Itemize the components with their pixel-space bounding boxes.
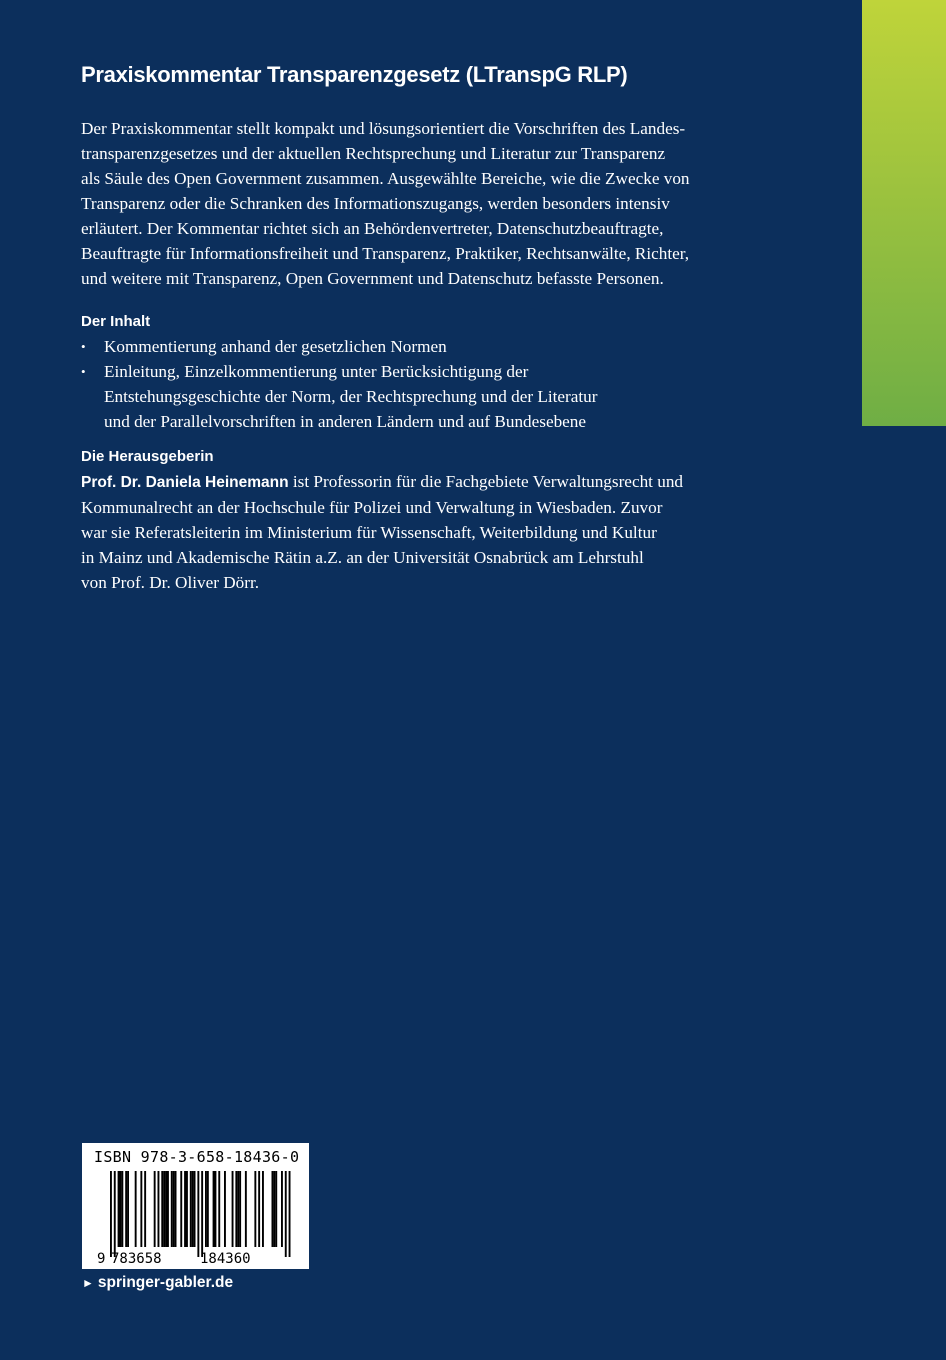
barcode-bar [161, 1171, 163, 1247]
barcode-bar [121, 1171, 123, 1247]
arrow-right-icon: ► [82, 1276, 94, 1290]
barcode-bar [272, 1171, 274, 1247]
book-title: Praxiskommentar Transparenzgesetz (LTranspG RLP) [81, 62, 628, 87]
barcode-bar [167, 1171, 169, 1247]
barcode-bar [232, 1171, 234, 1247]
barcode-bar [190, 1171, 192, 1247]
barcode-bar [215, 1171, 217, 1247]
barcode-bar [205, 1171, 207, 1247]
barcode-bar [239, 1171, 241, 1247]
barcode-bar [154, 1171, 156, 1247]
bio-line: von Prof. Dr. Oliver Dörr. [81, 573, 260, 592]
editor-heading: Die Herausgeberin [81, 448, 214, 465]
barcode-bar [201, 1171, 203, 1257]
bullet-icon: • [81, 364, 86, 379]
bio-first-line-text: ist Professorin für die Fachgebiete Verwaltungsrecht und [288, 472, 684, 491]
intro-line: Transparenz oder die Schranken des Informationszugangs, werden besonders intensiv [81, 194, 670, 213]
barcode-bar [173, 1171, 175, 1247]
accent-color-bar [862, 0, 946, 426]
bio-line: war sie Referatsleiterin im Ministerium für Wissenschaft, Weiterbildung und Kultur [81, 523, 657, 542]
list-item-text: und der Parallelvorschriften in anderen Ländern und auf Bundesebene [104, 412, 587, 431]
publisher-link[interactable] [82, 1274, 233, 1292]
barcode-bar [165, 1171, 167, 1247]
barcode-bar [186, 1171, 188, 1247]
barcode-bar [235, 1171, 237, 1247]
editor-name: Prof. Dr. Daniela Heinemann [81, 474, 289, 491]
barcode-bar [140, 1171, 142, 1247]
barcode-bar [262, 1171, 264, 1247]
barcode-bar [163, 1171, 165, 1247]
barcode-bar [144, 1171, 146, 1247]
list-item [81, 359, 771, 434]
list-item-text: Einleitung, Einzelkommentierung unter Berücksichtigung der [104, 362, 529, 381]
barcode-bar [275, 1171, 277, 1247]
intro-line: und weitere mit Transparenz, Open Government und Datenschutz befasste Personen. [81, 269, 664, 288]
barcode-bar [258, 1171, 260, 1247]
barcode-bar [213, 1171, 215, 1247]
barcode-bar [281, 1171, 283, 1247]
barcode-bar [194, 1171, 196, 1247]
back-cover-text [81, 62, 771, 595]
bio-line: Kommunalrecht an der Hochschule für Polizei und Verwaltung in Wiesbaden. Zuvor [81, 498, 663, 517]
barcode-bar [192, 1171, 194, 1247]
barcode-bar [285, 1171, 287, 1257]
barcode-bar [110, 1171, 112, 1257]
barcode-bar [158, 1171, 160, 1247]
barcode-bar [197, 1171, 199, 1257]
barcode-graphic [82, 1143, 309, 1269]
intro-line: transparenzgesetzes und der aktuellen Rechtsprechung und Literatur zur Transparenz [81, 144, 666, 163]
content-list [81, 334, 771, 434]
barcode-bar [254, 1171, 256, 1247]
intro-line: als Säule des Open Government zusammen. Ausgewählte Bereiche, wie die Zwecke von [81, 169, 690, 188]
list-item-text: Entstehungsgeschichte der Norm, der Rechtsprechung und der Literatur [104, 387, 598, 406]
ean-left-digits: 783658 [111, 1251, 162, 1267]
intro-line: erläutert. Der Kommentar richtet sich an Behördenvertreter, Datenschutzbeauftragte, [81, 219, 664, 238]
barcode-bar [289, 1171, 291, 1257]
isbn-barcode [82, 1143, 309, 1269]
barcode-bar [127, 1171, 129, 1247]
bio-line: in Mainz und Akademische Rätin a.Z. an der Universität Osnabrück am Lehrstuhl [81, 548, 644, 567]
intro-line: Beauftragte für Informationsfreiheit und Transparenz, Praktiker, Rechtsanwälte, Richter, [81, 244, 690, 263]
barcode-bar [218, 1171, 220, 1247]
publisher-url[interactable]: springer-gabler.de [97, 1274, 234, 1291]
barcode-bar [135, 1171, 137, 1247]
content-heading: Der Inhalt [81, 313, 151, 330]
editor-bio [81, 469, 771, 595]
ean-right-digits: 184360 [200, 1251, 251, 1267]
barcode-bar [125, 1171, 127, 1247]
ean-first-digit: 9 [97, 1251, 106, 1267]
barcode-bar [180, 1171, 182, 1247]
barcode-bar [120, 1171, 122, 1247]
list-item-text: Kommentierung anhand der gesetzlichen Normen [104, 337, 447, 356]
bullet-icon: • [81, 339, 86, 354]
barcode-bar [114, 1171, 116, 1257]
isbn-label: ISBN 978-3-658-18436-0 [94, 1148, 300, 1166]
barcode-bar [175, 1171, 177, 1247]
barcode-bar [118, 1171, 120, 1247]
barcode-bar [171, 1171, 173, 1247]
barcode-bar [273, 1171, 275, 1247]
barcode-bar [224, 1171, 226, 1247]
intro-paragraph [81, 116, 771, 291]
barcode-bar [237, 1171, 239, 1247]
bio-line [81, 469, 771, 495]
barcode-bar [184, 1171, 186, 1247]
barcode-bar [207, 1171, 209, 1247]
intro-line: Der Praxiskommentar stellt kompakt und lösungsorientiert die Vorschriften des Landes- [81, 119, 686, 138]
barcode-bar [245, 1171, 247, 1247]
list-item [81, 334, 771, 359]
